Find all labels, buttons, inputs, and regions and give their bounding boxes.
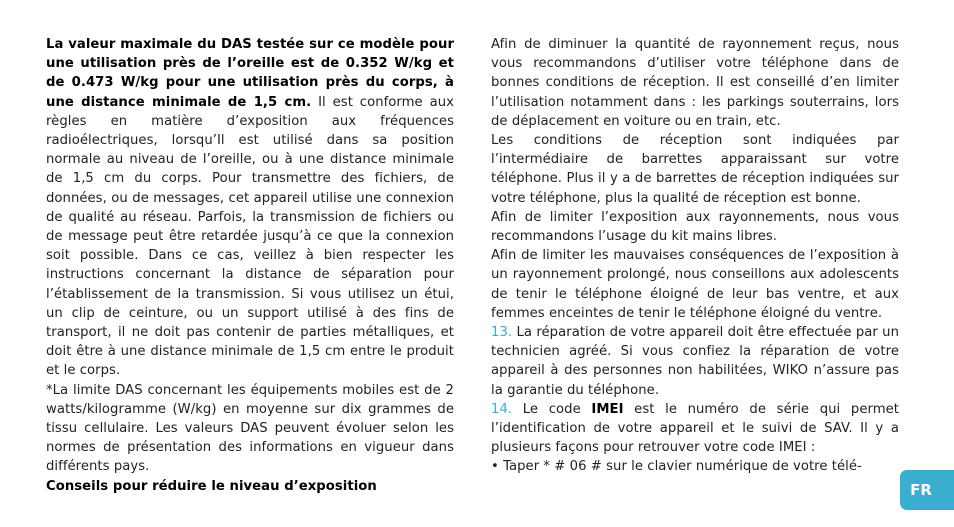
das-compliance-text: Il est conforme aux règles en matière d’exposition aux fréquences radioélectriques, lorsqu’Il est utilisé dans sa position normale au niveau de l’oreille, ou à une distance minimale de 1,5 cm du corps. Pour transmettre des fichiers, de données, ou de messages, cet appareil utilise une connexion de qualité au réseau. Parfois, la transmission de fichiers ou de message peut être retardée jusqu’à ce que la connexion soit possible. Dans ce cas, veillez à bien respecter les instructions concernant la distance de séparation pour l’établissement de la transmission. Si vous utilisez un étui, un clip de ceinture, ou un support utilisé à des fins de transport, il ne doit pas contenir de parties métalliques, et doit être à une distance minimale de 1,5 cm entre le produit et le corps. bbox=[46, 94, 454, 379]
das-limit-note: *La limite DAS concernant les équipements mobiles est de 2 watts/kilogramme (W/kg) en moyenne sur dix grammes de tissu cellulaire. Les valeurs DAS peuvent évoluer selon les normes de présentation des informations en vigueur dans différents pays. bbox=[46, 382, 454, 475]
handsfree-paragraph: Afin de limiter l’exposition aux rayonnements, nous vous recommandons l’usage du kit mains libres. bbox=[491, 209, 899, 245]
advice-heading: Conseils pour réduire le niveau d’exposition bbox=[46, 478, 377, 494]
reception-bars-paragraph: Les conditions de réception sont indiquées par l’intermédiaire de barrettes apparaissant sur votre téléphone. Plus il y a de barrettes de réception indiquées sur votre téléphone, plus la qualité de réception est bonne. bbox=[491, 133, 899, 206]
item-13-paragraph bbox=[491, 323, 899, 400]
item-13-number: 13. bbox=[491, 325, 513, 341]
language-tab-fr: FR bbox=[900, 470, 954, 510]
item-14-paragraph bbox=[491, 400, 899, 458]
right-text-column bbox=[491, 35, 899, 477]
imei-term: IMEI bbox=[591, 401, 624, 417]
reception-advice-paragraph: Afin de diminuer la quantité de rayonnement reçus, nous vous recommandons d’utiliser votre téléphone dans de bonnes conditions de réception. Il est conseillé d’en limiter l’utilisation notamment dans : les parkings souterrains, lors de déplacement en voiture ou en train, etc. bbox=[491, 37, 899, 129]
adolescents-paragraph: Afin de limiter les mauvaises conséquences de l’exposition à un rayonnement prolongé, nous conseillons aux adolescents de tenir le téléphone éloigné de leur bas ventre, et aux femmes enceintes de tenir le téléphone éloigné du ventre. bbox=[491, 248, 899, 321]
item-14-pre: Le code bbox=[512, 401, 592, 417]
item-14-number: 14. bbox=[491, 401, 513, 417]
imei-bullet-item: • Taper * # 06 # sur le clavier numérique de votre télé- bbox=[491, 459, 862, 475]
das-max-value-text: La valeur maximale du DAS testée sur ce modèle pour une utilisation près de l’oreille est de 0.352 W/kg et de 0.473 W/kg pour une utilisation près du corps, à une distance minimale de 1,5 cm. bbox=[46, 37, 454, 110]
item-13-text: La réparation de votre appareil doit être effectuée par un technicien agréé. Si vous confiez la réparation de votre appareil à des personnes non habilitées, WIKO n’assure pas la garantie du téléphone. bbox=[491, 325, 899, 398]
left-text-column bbox=[46, 35, 454, 496]
item-14-text: est le numéro de série qui permet l’identification de votre appareil et le suivi de SAV. Il y a plusieurs façons pour retrouver votre code IMEI : bbox=[491, 401, 900, 456]
das-intro-paragraph bbox=[46, 35, 454, 381]
